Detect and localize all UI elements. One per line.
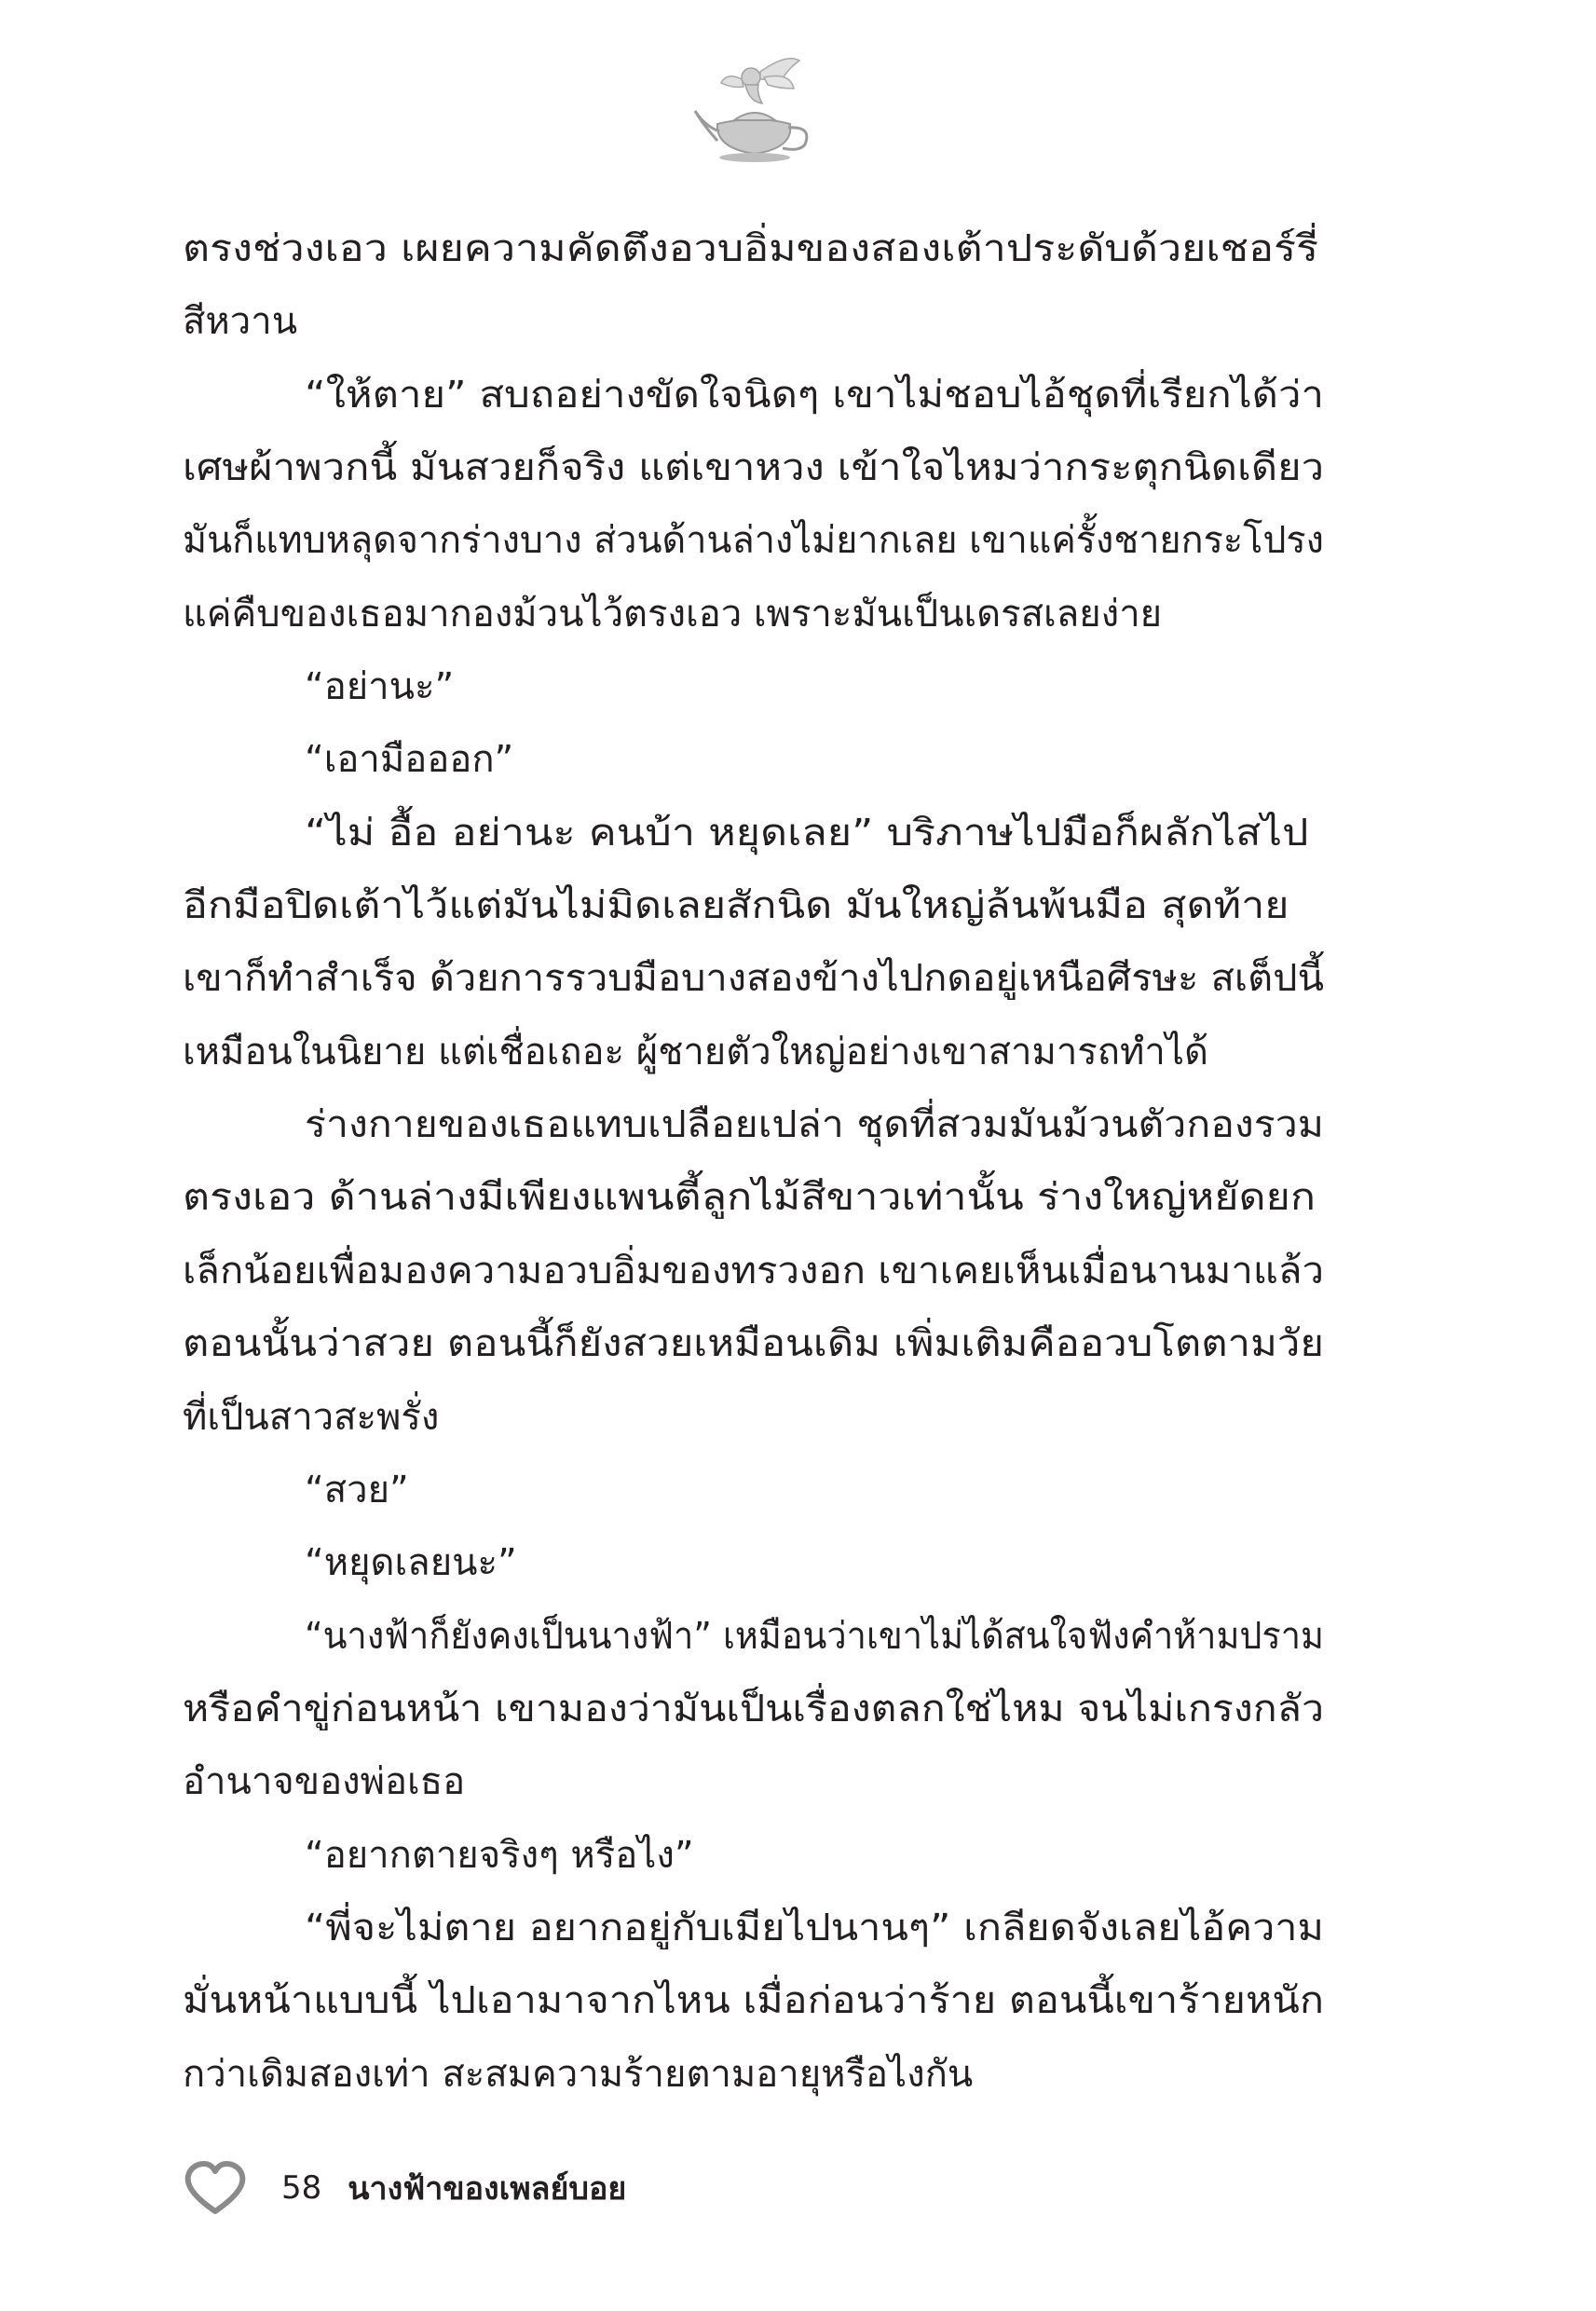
text-line-content: “หยุดเลยนะ”: [305, 1541, 517, 1585]
text-line-content: “นางฟ้าก็ยังคงเป็นนางฟ้า” เหมือนว่าเขาไม่ได้สนใจฟังคำห้ามปราม: [305, 1614, 1324, 1658]
heart-icon: [183, 2160, 248, 2216]
text-line: [183, 578, 1324, 650]
text-line: [183, 2038, 1324, 2111]
text-line-content: “ให้ตาย” สบถอย่างขัดใจนิดๆ เขาไม่ชอบไอ้ชุดที่เรียกได้ว่า: [305, 373, 1324, 417]
page-number: 58: [281, 2169, 322, 2207]
text-line-content: ตรงช่วงเอว เผยความคัดตึงอวบอิ่มของสองเต้าประดับด้วยเชอร์รี่: [183, 227, 1319, 270]
text-line: [183, 723, 1324, 796]
text-line-content: “สวย”: [305, 1468, 409, 1511]
text-line: [183, 1235, 1324, 1307]
text-line-content: กว่าเดิมสองเท่า สะสมความร้ายตามอายุหรือไงกัน: [183, 2052, 974, 2096]
body-text: [183, 212, 1324, 2111]
text-line-content: มั่นหน้าแบบนี้ ไปเอามาจากไหน เมื่อก่อนว่าร้าย ตอนนี้เขาร้ายหนัก: [183, 1979, 1324, 2023]
text-line-content: “อยากตายจริงๆ หรือไง”: [305, 1833, 694, 1877]
text-line: [183, 1745, 1324, 1818]
text-line-content: เศษผ้าพวกนี้ มันสวยก็จริง แต่เขาหวง เข้าใจไหมว่ากระตุกนิดเดียว: [183, 446, 1324, 490]
text-line-content: เหมือนในนิยาย แต่เชื่อเถอะ ผู้ชายตัวใหญ่อย่างเขาสามารถทำได้: [183, 1030, 1208, 1073]
text-line: [183, 1307, 1324, 1380]
text-line: [183, 650, 1324, 723]
text-line-content: “ไม่ อื้อ อย่านะ คนบ้า หยุดเลย” บริภาษไปมือก็ผลักไสไป: [305, 811, 1309, 855]
text-line-content: ตรงเอว ด้านล่างมีเพียงแพนตี้ลูกไม้สีขาวเท่านั้น ร่างใหญ่หยัดยก: [183, 1176, 1316, 1220]
text-line-content: เล็กน้อยเพื่อมองความอวบอิ่มของทรวงอก เขาเคยเห็นเมื่อนานมาแล้ว: [183, 1249, 1324, 1292]
text-line: [183, 504, 1324, 577]
text-line-content: ตอนนั้นว่าสวย ตอนนี้ก็ยังสวยเหมือนเดิม เพิ่มเติมคืออวบโตตามวัย: [183, 1322, 1324, 1366]
text-line: [183, 359, 1324, 431]
text-line: [183, 1892, 1324, 1964]
text-line-content: อีกมือปิดเต้าไว้แต่มันไม่มิดเลยสักนิด มันใหญ่ล้นพ้นมือ สุดท้าย: [183, 884, 1289, 928]
text-line-content: เขาก็ทำสำเร็จ ด้วยการรวบมือบางสองข้างไปกดอยู่เหนือศีรษะ สเต็ปนี้: [183, 957, 1324, 1001]
text-line: [183, 1454, 1324, 1526]
text-line: [183, 1600, 1324, 1673]
text-line: [183, 1088, 1324, 1161]
page-footer: [183, 2160, 626, 2216]
text-line: [183, 1673, 1324, 1745]
text-line: [183, 869, 1324, 942]
text-line: [183, 797, 1324, 869]
text-line-content: แค่คืบของเธอมากองม้วนไว้ตรงเอว เพราะมันเป็นเดรสเลยง่าย: [183, 592, 1163, 636]
text-line: [183, 212, 1324, 285]
text-line: [183, 431, 1324, 504]
cupid-teapot-icon: [689, 51, 820, 168]
text-line-content: หรือคำขู่ก่อนหน้า เขามองว่ามันเป็นเรื่องตลกใช่ไหม จนไม่เกรงกลัว: [183, 1687, 1324, 1730]
text-line: [183, 1016, 1324, 1088]
text-line-content: ที่เป็นสาวสะพรั่ง: [183, 1395, 440, 1439]
text-line-content: สีหวาน: [183, 300, 298, 344]
text-line-content: “พี่จะไม่ตาย อยากอยู่กับเมียไปนานๆ” เกลียดจังเลยไอ้ความ: [305, 1906, 1324, 1949]
text-line-content: “อย่านะ”: [305, 665, 455, 709]
text-line: [183, 1964, 1324, 2037]
text-line: [183, 1161, 1324, 1234]
text-line: [183, 1381, 1324, 1454]
text-line: [183, 1526, 1324, 1599]
book-title: นางฟ้าของเพลย์บอย: [348, 2170, 627, 2208]
text-line: [183, 1819, 1324, 1892]
text-line: [183, 285, 1324, 358]
text-line-content: อำนาจของพ่อเธอ: [183, 1760, 466, 1804]
text-line-content: “เอามือออก”: [305, 738, 514, 782]
text-line-content: มันก็แทบหลุดจากร่างบาง ส่วนด้านล่างไม่ยากเลย เขาแค่รั้งชายกระโปรง: [183, 519, 1324, 563]
text-line-content: ร่างกายของเธอแทบเปลือยเปล่า ชุดที่สวมมันม้วนตัวกองรวม: [305, 1103, 1324, 1147]
text-line: [183, 942, 1324, 1015]
